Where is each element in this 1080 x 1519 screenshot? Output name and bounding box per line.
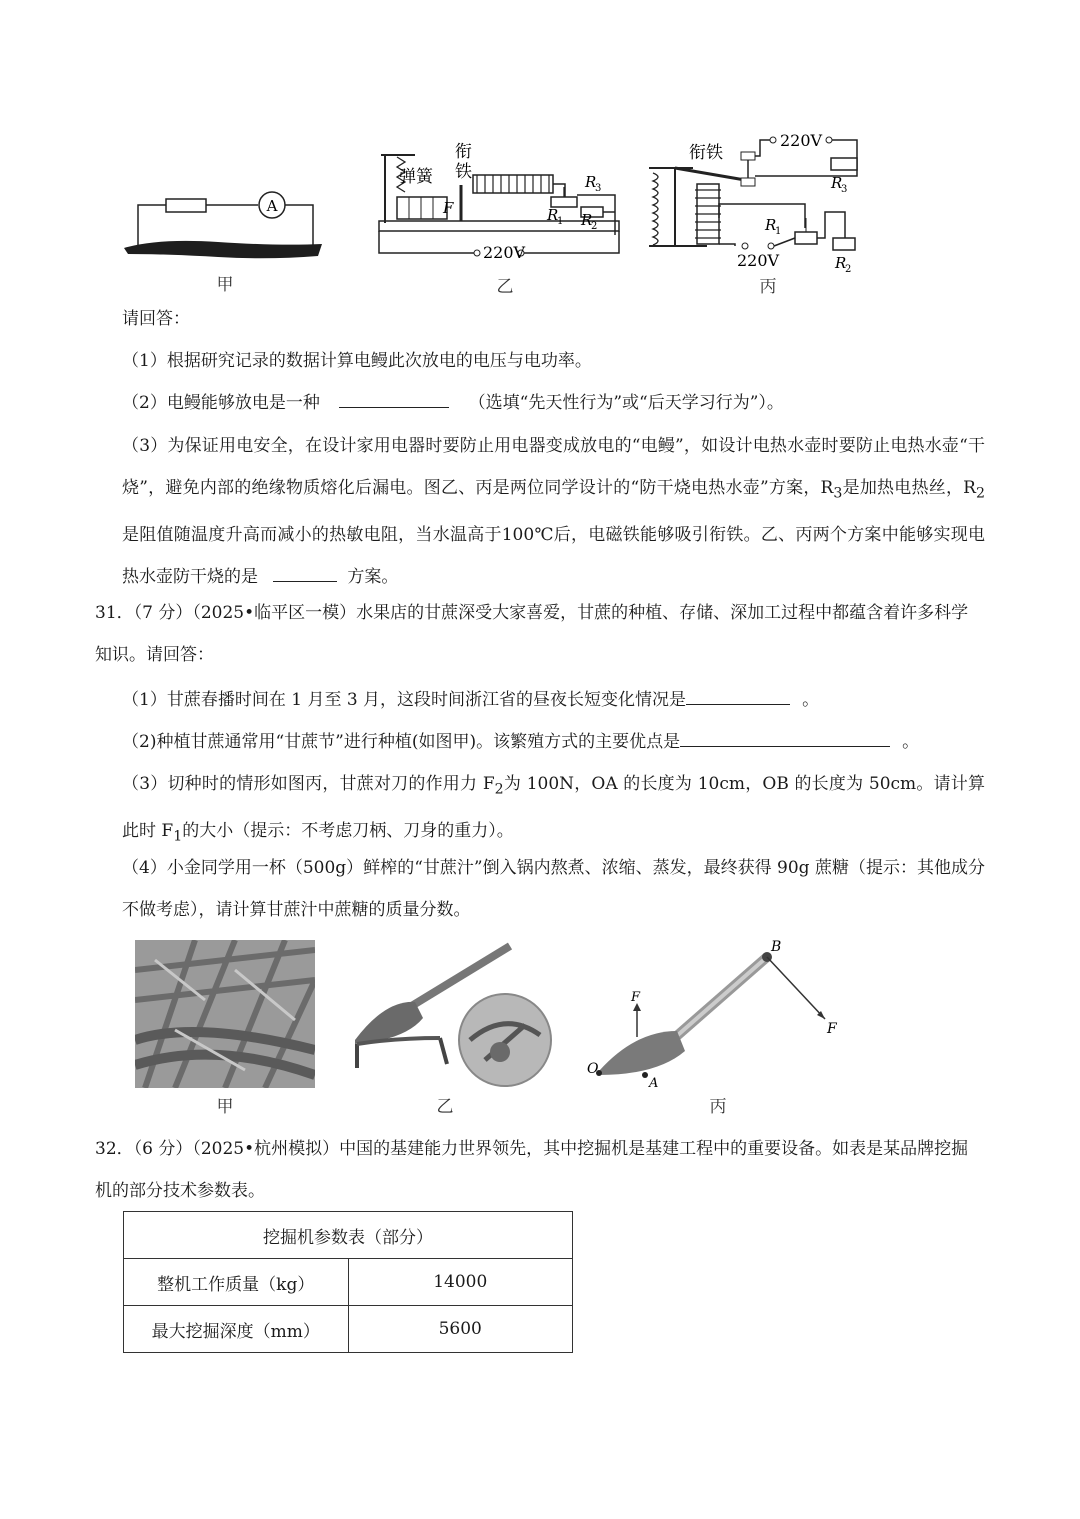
figure-label-jia: 甲 <box>216 275 234 295</box>
q31-part2-text-a: （2)种植甘蔗通常用“甘蔗节”进行种植(如图甲)。该繁殖方式的主要优点是 <box>122 732 681 752</box>
table-row <box>124 1259 573 1306</box>
table-cell-label: 最大挖掘深度（mm） <box>124 1306 349 1353</box>
table-cell-label: 整机工作质量（kg） <box>124 1259 349 1306</box>
table-cell-value: 14000 <box>348 1259 573 1306</box>
q31-part3-text-a: （3）切种时的情形如图丙，甘蔗对刀的作用力 F <box>122 774 495 794</box>
q31-part3-text-c: 的大小（提示：不考虑刀柄、刀身的重力）。 <box>182 821 514 842</box>
figure-label-yi: 乙 <box>436 1097 454 1117</box>
label-r2-sub: 2 <box>845 264 852 275</box>
label-force-f: F <box>443 199 454 217</box>
label-r1-sub: 1 <box>557 216 564 227</box>
q30-part1: （1）根据研究记录的数据计算电鳗此次放电的电压与电功率。 <box>122 351 592 371</box>
point-label-o: O <box>587 1061 599 1077</box>
q30-part3-text-c: 是阻值随温度升高而减小的热敏电阻，当水温高于100℃后，电磁铁能够吸引衔铁。乙、丙两个方案中能够实现电热水壶防干烧的是 <box>122 525 985 588</box>
figure-label-jia: 甲 <box>216 1097 234 1117</box>
q31-heading: 31．（7 分）（2025•临平区一模）水果店的甘蔗深受大家喜爱，甘蔗的种植、存储、深加工过程中都蕴含着许多科学知识。请回答： <box>95 603 969 665</box>
answer-blank <box>273 564 337 582</box>
table-title-row <box>124 1212 573 1259</box>
table-row <box>124 1306 573 1353</box>
label-voltage-bottom: 220V <box>737 251 780 270</box>
label-armature: 衔铁 <box>689 143 723 163</box>
label-r3: R <box>831 174 843 192</box>
label-armature-1: 衔 <box>455 142 472 162</box>
sugarcane-photo-jia <box>135 940 315 1088</box>
figure-label-yi: 乙 <box>496 277 514 297</box>
label-r1: R <box>547 206 559 224</box>
label-r3-sub: 3 <box>595 183 602 194</box>
label-spring: 弹簧 <box>399 167 433 187</box>
q32-heading: 32．（6 分）（2025•杭州模拟）中国的基建能力世界领先，其中挖掘机是基建工程中的重要设备。如表是某品牌挖掘机的部分技术参数表。 <box>95 1139 969 1201</box>
circuit-figure-jia <box>118 180 328 262</box>
q31-part1-text-a: （1）甘蔗春播时间在 1 月至 3 月，这段时间浙江省的昼夜长短变化情况是 <box>122 690 687 710</box>
knife-diagram-bing <box>585 935 845 1095</box>
q31-part3 <box>122 763 985 858</box>
q30-part2 <box>122 382 985 424</box>
answer-blank <box>339 390 449 408</box>
label-r3: R <box>585 173 597 191</box>
q31-part1 <box>122 679 985 721</box>
q31-part4: （4）小金同学用一杯（500g）鲜榨的“甘蔗汁”倒入锅内熬煮、浓缩、蒸发，最终获得 90g 蔗糖（提示：其他成分不做考虑），请计算甘蔗汁中蔗糖的质量分数。 <box>122 858 985 920</box>
subscript: 2 <box>494 781 504 798</box>
table-title: 挖掘机参数表（部分） <box>124 1212 573 1259</box>
label-voltage: 220V <box>483 243 526 262</box>
q31-part1-text-b: 。 <box>802 690 820 710</box>
label-r2: R <box>581 211 593 229</box>
q31-part2 <box>122 721 985 763</box>
knife-photo-yi <box>345 940 565 1090</box>
label-r2-sub: 2 <box>591 221 598 232</box>
point-label-a: A <box>649 1076 659 1091</box>
label-r3-sub: 3 <box>841 184 848 195</box>
subscript: 3 <box>833 485 843 502</box>
q30-part2-text-b: （选填“先天性行为”或“后天学习行为”）。 <box>468 393 784 413</box>
point-label-b: B <box>771 939 782 955</box>
label-r1-sub: 1 <box>775 226 782 237</box>
q30-part3-text-b: 是加热电热丝，R <box>842 478 976 498</box>
table-cell-value: 5600 <box>348 1306 573 1353</box>
circuit-figure-yi <box>375 135 635 265</box>
q30-part2-text-a: （2）电鳗能够放电是一种 <box>122 393 320 413</box>
subscript: 2 <box>975 485 985 502</box>
label-voltage-top: 220V <box>780 131 823 150</box>
q30-part3-text-a: （3）为保证用电安全，在设计家用电器时要防止用电器变成放电的“电鳗”，如设计电热水壶时要防止电热水壶“干烧”，避免内部的绝缘物质熔化后漏电。图乙、丙是两位同学设计的“防干烧电热水壶”方案，R <box>122 436 985 498</box>
answer-blank <box>686 687 790 705</box>
figure-label-bing: 丙 <box>709 1097 727 1117</box>
label-r2: R <box>835 254 847 272</box>
q30-part3-text-d: 方案。 <box>347 567 399 588</box>
circuit-figure-bing <box>645 128 870 278</box>
force-label-f-upper: F <box>631 990 641 1005</box>
label-armature-2: 铁 <box>455 162 472 182</box>
q31-part2-text-b: 。 <box>902 732 920 752</box>
subscript: 1 <box>173 828 183 845</box>
excavator-params-table <box>123 1211 573 1353</box>
answer-blank <box>680 729 890 747</box>
figure-label-bing: 丙 <box>759 277 777 297</box>
label-r1: R <box>765 216 777 234</box>
q30-intro: 请回答： <box>122 309 190 329</box>
q30-part3 <box>122 425 985 598</box>
force-label-f: F <box>827 1021 837 1037</box>
q31-part3-text-b: 为 100N，OA 的长度为 10cm，OB 的长度为 50cm。请计算此时 F <box>122 774 986 842</box>
ammeter-label: A <box>266 197 278 215</box>
